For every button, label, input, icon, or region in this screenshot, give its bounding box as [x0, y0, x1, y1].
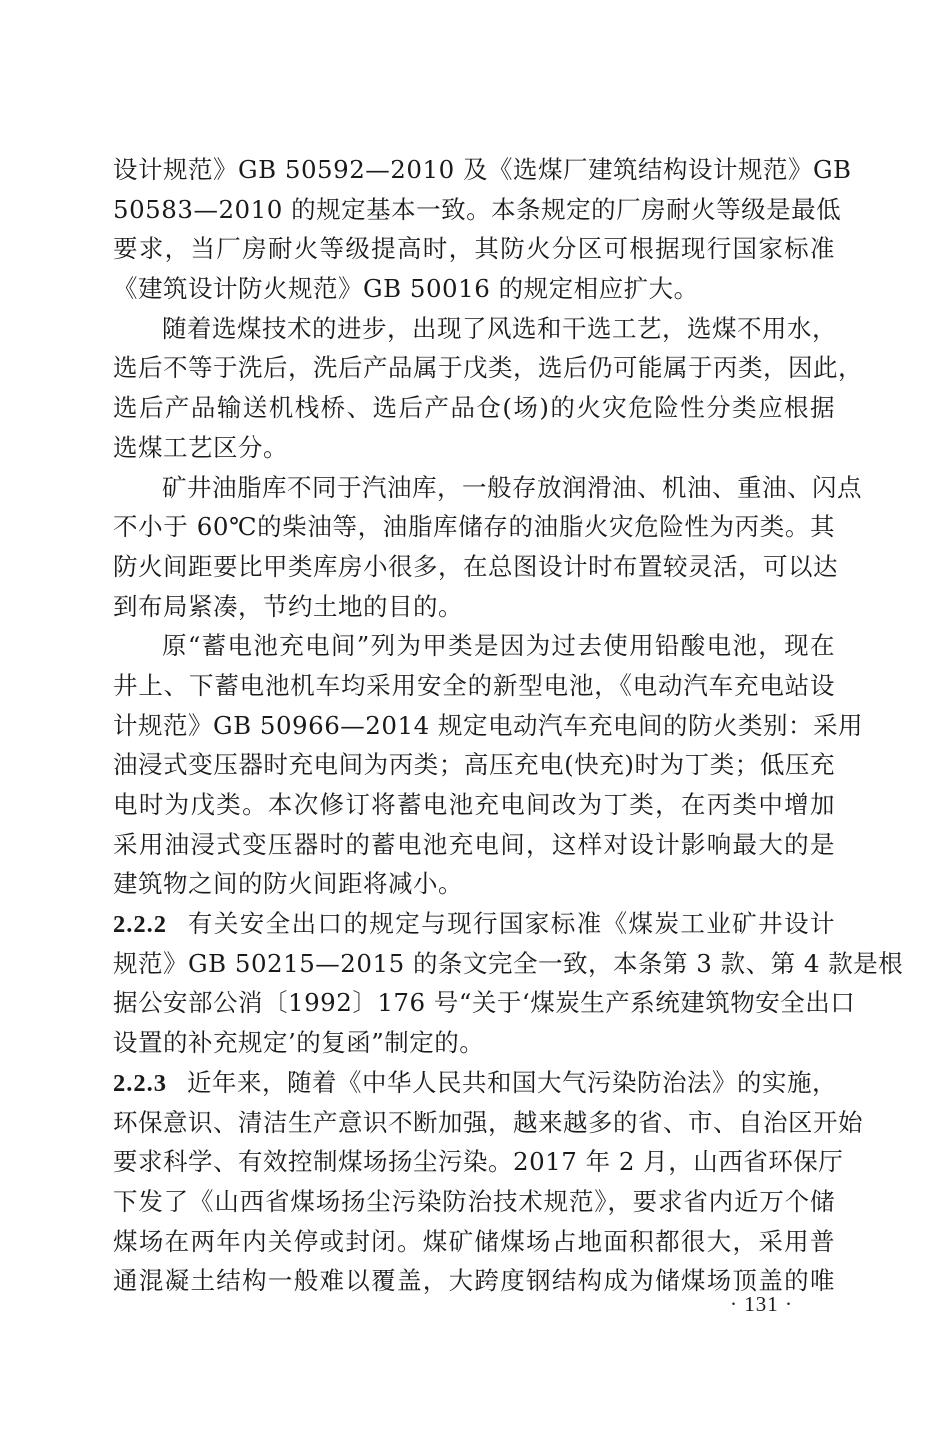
text-line: 环保意识、清洁生产意识不断加强，越来越多的省、市、自治区开始	[113, 1107, 863, 1137]
section-number: 2.2.3	[113, 1069, 167, 1097]
text-line: 井上、下蓄电池机车均采用安全的新型电池，《电动汽车充电站设	[113, 670, 835, 700]
text-line: 建筑物之间的防火间距将减小。	[113, 869, 463, 899]
text-line: 选后产品输送机栈桥、选后产品仓(场)的火灾危险性分类应根据	[113, 393, 835, 423]
section-number: 2.2.2	[113, 911, 167, 939]
text-line: 采用油浸式变压器时的蓄电池充电间，这样对设计影响最大的是	[113, 829, 835, 859]
paragraph-first-line: 原“蓄电池充电间”列为甲类是因为过去使用铅酸电池，现在	[162, 631, 835, 661]
text-line: 据公安部公消〔1992〕176 号“关于‘煤炭生产系统建筑物安全出口	[113, 988, 856, 1018]
text-line: 50583—2010 的规定基本一致。本条规定的厂房耐火等级是最低	[113, 194, 842, 224]
paragraph-first-line: 随着选煤技术的进步，出现了风选和干选工艺，选煤不用水，	[162, 313, 837, 343]
text-line: 要求，当厂房耐火等级提高时，其防火分区可根据现行国家标准	[113, 234, 835, 264]
text-line: 下发了《山西省煤场扬尘污染防治技术规范》，要求省内近万个储	[113, 1186, 835, 1216]
text-line: 煤场在两年内关停或封闭。煤矿储煤场占地面积都很大，采用普	[113, 1226, 835, 1256]
text-line: 设置的补充规定’的复函”制定的。	[113, 1028, 485, 1058]
text-line: 电时为戊类。本次修订将蓄电池充电间改为丁类，在丙类中增加	[113, 790, 835, 819]
text-line: 《建筑设计防火规范》GB 50016 的规定相应扩大。	[113, 274, 699, 304]
text-line: 油浸式变压器时充电间为丙类；高压充电(快充)时为丁类；低压充	[113, 750, 835, 780]
body-text	[113, 150, 904, 1301]
paragraph-first-line: 矿井油脂库不同于汽油库，一般存放润滑油、机油、重油、闪点	[162, 472, 862, 502]
text-line: 选后不等于洗后，洗后产品属于戊类，选后仍可能属于丙类，因此，	[113, 353, 863, 383]
section-text: 有关安全出口的规定与现行国家标准《煤炭工业矿井设计	[187, 909, 835, 939]
text-line: 要求科学、有效控制煤场扬尘污染。2017 年 2 月，山西省环保厅	[113, 1147, 844, 1177]
text-line: 通混凝土结构一般难以覆盖，大跨度钢结构成为储煤场顶盖的唯	[113, 1266, 835, 1296]
text-line: 防火间距要比甲类库房小很多，在总图设计时布置较灵活，可以达	[113, 551, 838, 581]
page-number: · 131 ·	[730, 1292, 793, 1316]
section-line-2-2-3	[113, 1063, 835, 1103]
text-line: 计规范》GB 50966—2014 规定电动汽车充电间的防火类别：采用	[113, 710, 863, 740]
section-text: 近年来，随着《中华人民共和国大气污染防治法》的实施，	[187, 1067, 837, 1097]
text-line: 设计规范》GB 50592—2010 及《选煤厂建筑结构设计规范》GB	[113, 155, 852, 184]
text-line: 规范》GB 50215—2015 的条文完全一致，本条第 3 款、第 4 款是根	[113, 948, 904, 978]
section-line-2-2-2	[113, 904, 835, 944]
text-line: 到布局紧凑，节约土地的目的。	[113, 591, 463, 621]
text-line: 不小于 60℃的柴油等，油脂库储存的油脂火灾危险性为丙类。其	[113, 512, 835, 542]
text-line: 选煤工艺区分。	[113, 432, 288, 462]
